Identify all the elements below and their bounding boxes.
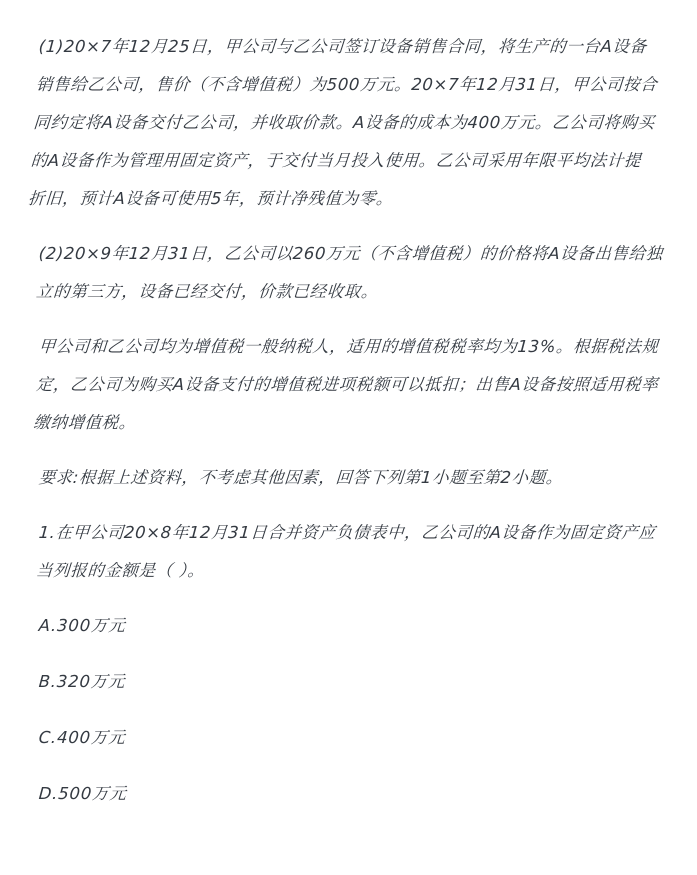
paragraph-requirements: 要求:根据上述资料，不考虑其他因素，回答下列第1小题至第2小题。 — [38, 468, 564, 487]
choice-b[interactable]: B.320万元 — [38, 672, 127, 691]
paragraph-1: (1)20×7年12月25日，甲公司与乙公司签订设备销售合同，将生产的一台A设备销售给乙公司，售价（不含增值税）为500万元。20×7年12月31日，甲公司按合同约定将A设备交付乙公司，并收取价款。A设备的成本为400万元。乙公司将购买的A设备作为管理用固定资产，于交付当月投入使用。乙公司采用年限平均法计提折旧，预计A设备可使用5年，预计净残值为零。 — [27, 37, 659, 208]
question-1-stem: 1.在甲公司20×8年12月31日合并资产负债表中，乙公司的A设备作为固定资产应当列报的金额是（ ）。 — [35, 523, 657, 580]
paragraph-2: (2)20×9年12月31日，乙公司以260万元（不含增值税）的价格将A设备出售给独立的第三方，设备已经交付，价款已经收取。 — [35, 244, 664, 301]
paragraph-3: 甲公司和乙公司均为增值税一般纳税人，适用的增值税税率均为13%。根据税法规定，乙公司为购买A设备支付的增值税进项税额可以抵扣；出售A设备按照适用税率缴纳增值税。 — [32, 337, 660, 432]
choice-a[interactable]: A.300万元 — [38, 616, 127, 635]
choice-c[interactable]: C.400万元 — [38, 728, 127, 747]
choice-d[interactable]: D.500万元 — [38, 784, 128, 803]
